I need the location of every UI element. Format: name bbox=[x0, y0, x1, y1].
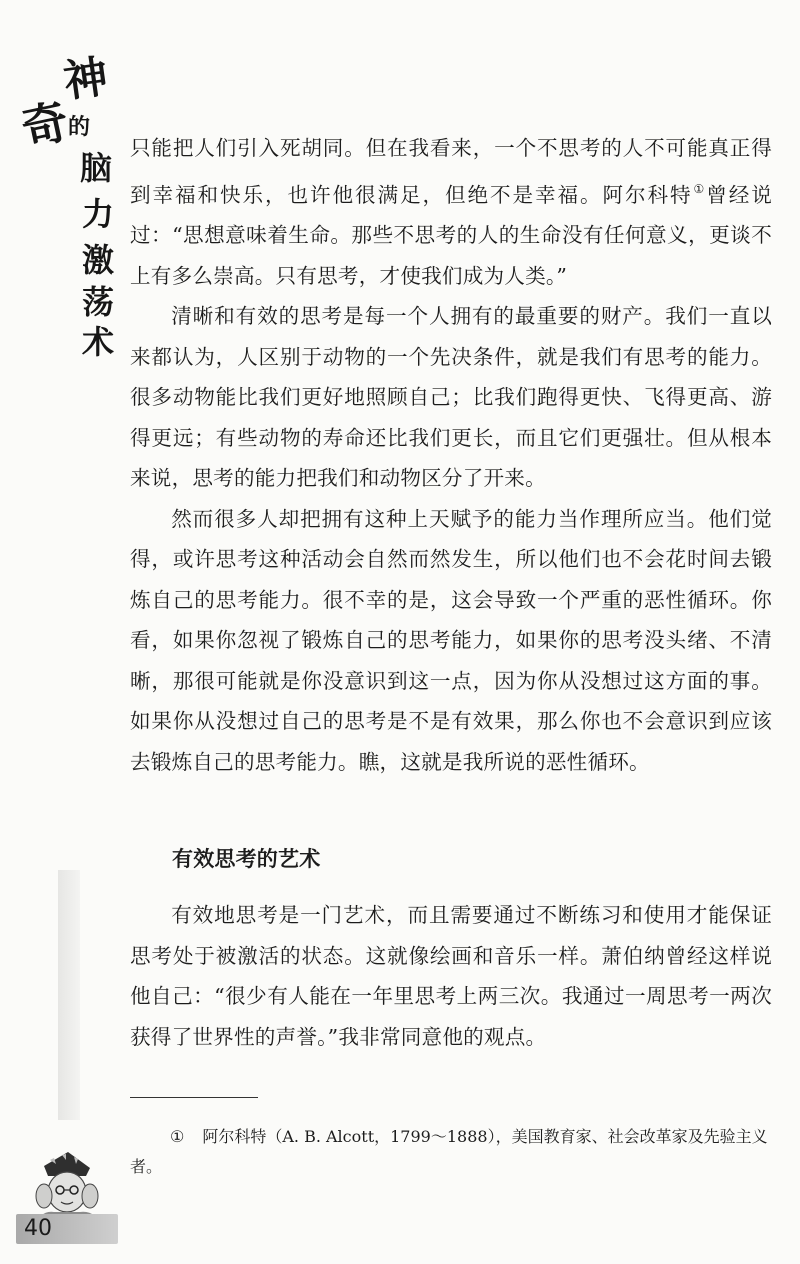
page-number: 40 bbox=[24, 1216, 52, 1241]
body-text bbox=[130, 128, 772, 1057]
title-char: 力 bbox=[82, 195, 115, 233]
title-char: 神 bbox=[60, 51, 112, 108]
paragraph-text: 曾经说过：“思想意味着生命。那些不思考的人的生命没有任何意义，更谈不上有多么崇高。只有思考，才使我们成为人类。” bbox=[130, 182, 772, 288]
title-char: 的 bbox=[68, 114, 91, 140]
paragraph: 清晰和有效的思考是每一个人拥有的最重要的财产。我们一直以来都认为，人区别于动物的一个先决条件，就是我们有思考的能力。很多动物能比我们更好地照顾自己；比我们跑得更快、飞得更高、游得更远；有些动物的寿命还比我们更长，而且它们更强壮。但从根本来说，思考的能力把我们和动物区分了开来。 bbox=[130, 304, 772, 490]
title-char: 奇 bbox=[16, 93, 74, 157]
page-number-tab bbox=[16, 1214, 118, 1244]
title-char: 脑 bbox=[80, 149, 113, 187]
section-heading: 有效思考的艺术 bbox=[172, 847, 321, 871]
decorative-side-band bbox=[58, 870, 80, 1120]
footnote bbox=[130, 1122, 780, 1182]
paragraph-continued bbox=[130, 128, 772, 296]
footnote-reference[interactable]: ① bbox=[693, 181, 707, 196]
title-char: 术 bbox=[82, 323, 115, 361]
footnote-text: 阿尔科特（A. B. Alcott，1799～1888），美国教育家、社会改革家及先验主义者。 bbox=[130, 1127, 768, 1176]
paragraph: 然而很多人却把拥有这种上天赋予的能力当作理所应当。他们觉得，或许思考这种活动会自然而然发生，所以他们也不会花时间去锻炼自己的思考能力。很不幸的是，这会导致一个严重的恶性循环。你看，如果你忽视了锻炼自己的思考能力，如果你的思考没头绪、不清晰，那很可能就是你没意识到这一点，因为你从没想过这方面的事。如果你从没想过自己的思考是不是有效果，那么你也不会意识到应该去锻炼自己的思考能力。瞧，这就是我所说的恶性循环。 bbox=[130, 506, 772, 774]
running-title bbox=[16, 51, 132, 361]
title-char: 激 bbox=[82, 241, 115, 279]
paragraph-text: 只能把人们引入死胡同。但在我看来，一个不思考的人不可能真正得到幸福和快乐，也许他很满足，但绝不是幸福。阿尔科特 bbox=[130, 136, 772, 207]
paragraph: 有效地思考是一门艺术，而且需要通过不断练习和使用才能保证思考处于被激活的状态。这就像绘画和音乐一样。萧伯纳曾经这样说他自己：“很少有人能在一年里思考上两三次。我通过一周思考一两次获得了世界性的声誉。”我非常同意他的观点。 bbox=[130, 903, 772, 1049]
footnote-divider bbox=[130, 1097, 258, 1098]
footnote-marker: ① bbox=[170, 1127, 185, 1146]
title-char: 荡 bbox=[82, 283, 115, 321]
